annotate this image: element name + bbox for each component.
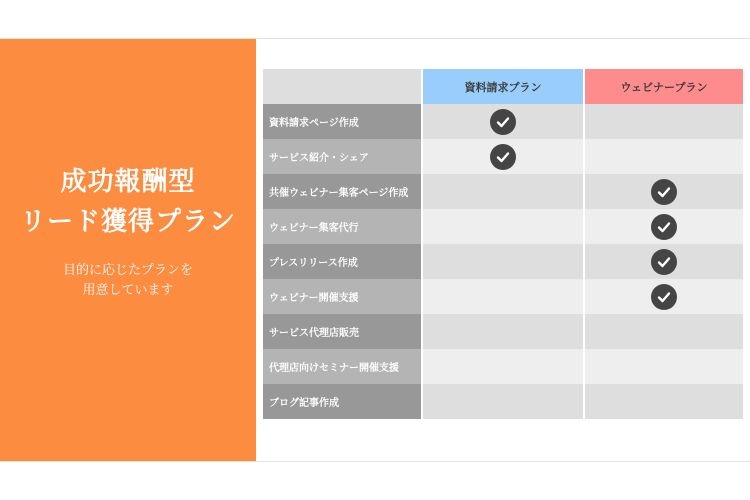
webinar-plan-cell <box>585 174 743 209</box>
row-label: プレスリリース作成 <box>263 244 421 279</box>
column-header-webinar-plan: ウェビナープラン <box>585 69 743 104</box>
hero-title <box>0 162 256 242</box>
document-plan-cell <box>423 244 583 279</box>
hero-subtitle <box>0 261 256 301</box>
column-header-document-plan: 資料請求プラン <box>423 69 583 104</box>
webinar-plan-cell <box>585 244 743 279</box>
webinar-plan-cell <box>585 209 743 244</box>
table-corner <box>263 69 421 104</box>
document-plan-cell <box>423 104 583 139</box>
webinar-plan-cell <box>585 384 743 419</box>
check-circle-icon <box>490 144 516 170</box>
row-label: 共催ウェビナー集客ページ作成 <box>263 174 421 209</box>
check-circle-icon <box>651 284 677 310</box>
document-plan-cell <box>423 139 583 174</box>
plan-comparison-table <box>263 69 743 419</box>
hero-panel <box>0 39 256 461</box>
document-plan-cell <box>423 314 583 349</box>
webinar-plan-cell <box>585 279 743 314</box>
hero-subtitle-line1: 目的に応じたプランを <box>62 263 193 278</box>
row-label: 資料請求ページ作成 <box>263 104 421 139</box>
row-label: サービス紹介・シェア <box>263 139 421 174</box>
webinar-plan-cell <box>585 104 743 139</box>
check-circle-icon <box>490 109 516 135</box>
webinar-plan-cell <box>585 139 743 174</box>
hero-title-line1: 成功報酬型 <box>60 167 196 197</box>
document-plan-cell <box>423 174 583 209</box>
row-label: ウェビナー開催支援 <box>263 279 421 314</box>
row-label: サービス代理店販売 <box>263 314 421 349</box>
check-circle-icon <box>651 179 677 205</box>
check-circle-icon <box>651 214 677 240</box>
document-plan-cell <box>423 209 583 244</box>
check-circle-icon <box>651 249 677 275</box>
document-plan-cell <box>423 279 583 314</box>
document-plan-cell <box>423 384 583 419</box>
webinar-plan-cell <box>585 314 743 349</box>
row-label: 代理店向けセミナー開催支援 <box>263 349 421 384</box>
hero-subtitle-line2: 用意しています <box>82 283 174 298</box>
webinar-plan-cell <box>585 349 743 384</box>
row-label: ウェビナー集客代行 <box>263 209 421 244</box>
bottom-divider <box>0 461 750 462</box>
row-label: ブログ記事作成 <box>263 384 421 419</box>
document-plan-cell <box>423 349 583 384</box>
hero-title-line2: リード獲得プラン <box>19 207 236 237</box>
